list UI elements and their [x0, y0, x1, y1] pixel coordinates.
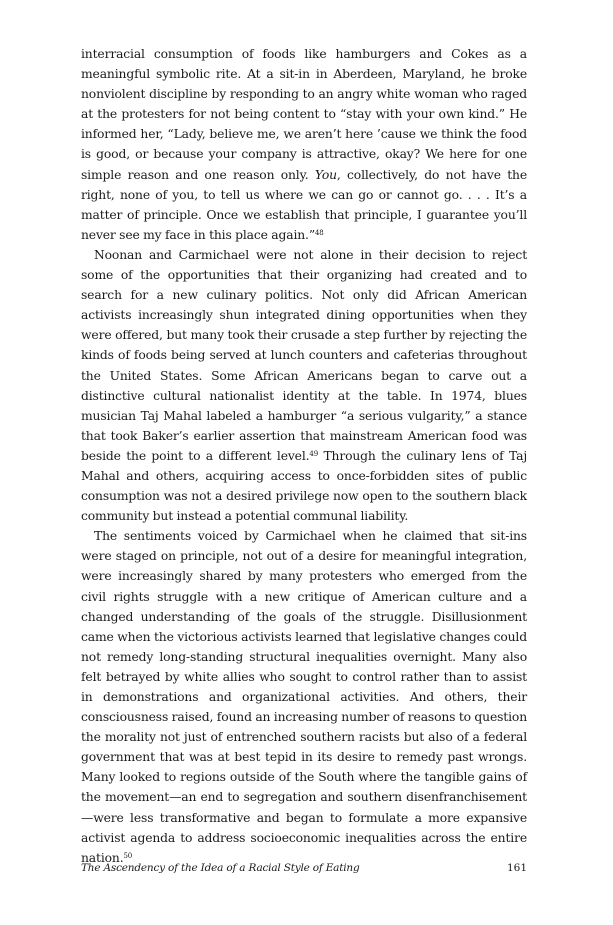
paragraph-text: , collectively, do not have the right, none of you, to tell us where we can go or cannot go. . . . It’s a matter of principle. Once we establish that principle, I guarantee you’ll never see my face in this place again.”	[81, 167, 527, 242]
paragraph-text: The sentiments voiced by Carmichael when he claimed that sit-ins were staged on principle, not out of a desire for meaningful integration, were increasingly shared by many protesters who emerged from the civil rights struggle with a new critique of American culture and a changed understanding of the goals of the struggle. Disillusionment came when the victorious activists learned that legislative changes could not remedy long-standing structural inequalities overnight. Many also felt betrayed by white allies who sought to control rather than to assist in demonstrations and organizational activities. And others, their consciousness raised, found an increasing number of reasons to question the morality not just of entrenched southern racists but also of a federal government that was at best tepid in its desire to remedy past wrongs. Many looked to regions outside of the South where the tangible gains of the movement—an end to segregation and southern disenfranchisement—were less transformative and began to formulate a more expansive activist agenda to address socioeconomic inequalities across the entire nation.	[81, 529, 527, 865]
paragraph	[81, 245, 527, 526]
emphasis-text: You	[314, 167, 337, 182]
page-body	[81, 44, 527, 868]
page-number: 161	[506, 862, 527, 874]
running-head: The Ascendency of the Idea of a Racial Style of Eating	[81, 862, 360, 874]
page-footer	[81, 862, 527, 880]
footnote-marker: 50	[123, 851, 133, 860]
footnote-marker: 48	[315, 228, 324, 237]
paragraph	[81, 44, 527, 245]
paragraph	[81, 526, 527, 868]
paragraph-text: Noonan and Carmichael were not alone in their decision to reject some of the opportunities that their organizing had created and to search for a new culinary politics. Not only did African American activists increasingly shun integrated dining opportunities when they were offered, but many took their crusade a step further by rejecting the kinds of foods being served at lunch counters and cafeterias throughout the United States. Some African Americans began to carve out a distinctive cultural nationalist identity at the table. In 1974, blues musician Taj Mahal labeled a hamburger “a serious vulgarity,” a stance that took Baker’s earlier assertion that mainstream American food was beside the point to a different level.	[81, 247, 527, 463]
footnote-marker: 49	[309, 449, 319, 458]
paragraph-text: interracial consumption of foods like hamburgers and Cokes as a meaningful symbolic rite. At a sit-in in Aberdeen, Maryland, he broke nonviolent discipline by responding to an angry white woman who raged at the protesters for not being content to “stay with your own kind.” He informed her, “Lady, believe me, we aren’t here ’cause we think the food is good, or because your company is attractive, okay? We here for one simple reason and one reason only.	[81, 47, 527, 182]
paragraph-text: Through the culinary lens of Taj Mahal and others, acquiring access to once-forbidden sites of public consumption was not a desired privilege now open to the southern black community but instead a potential communal liability.	[81, 448, 527, 524]
